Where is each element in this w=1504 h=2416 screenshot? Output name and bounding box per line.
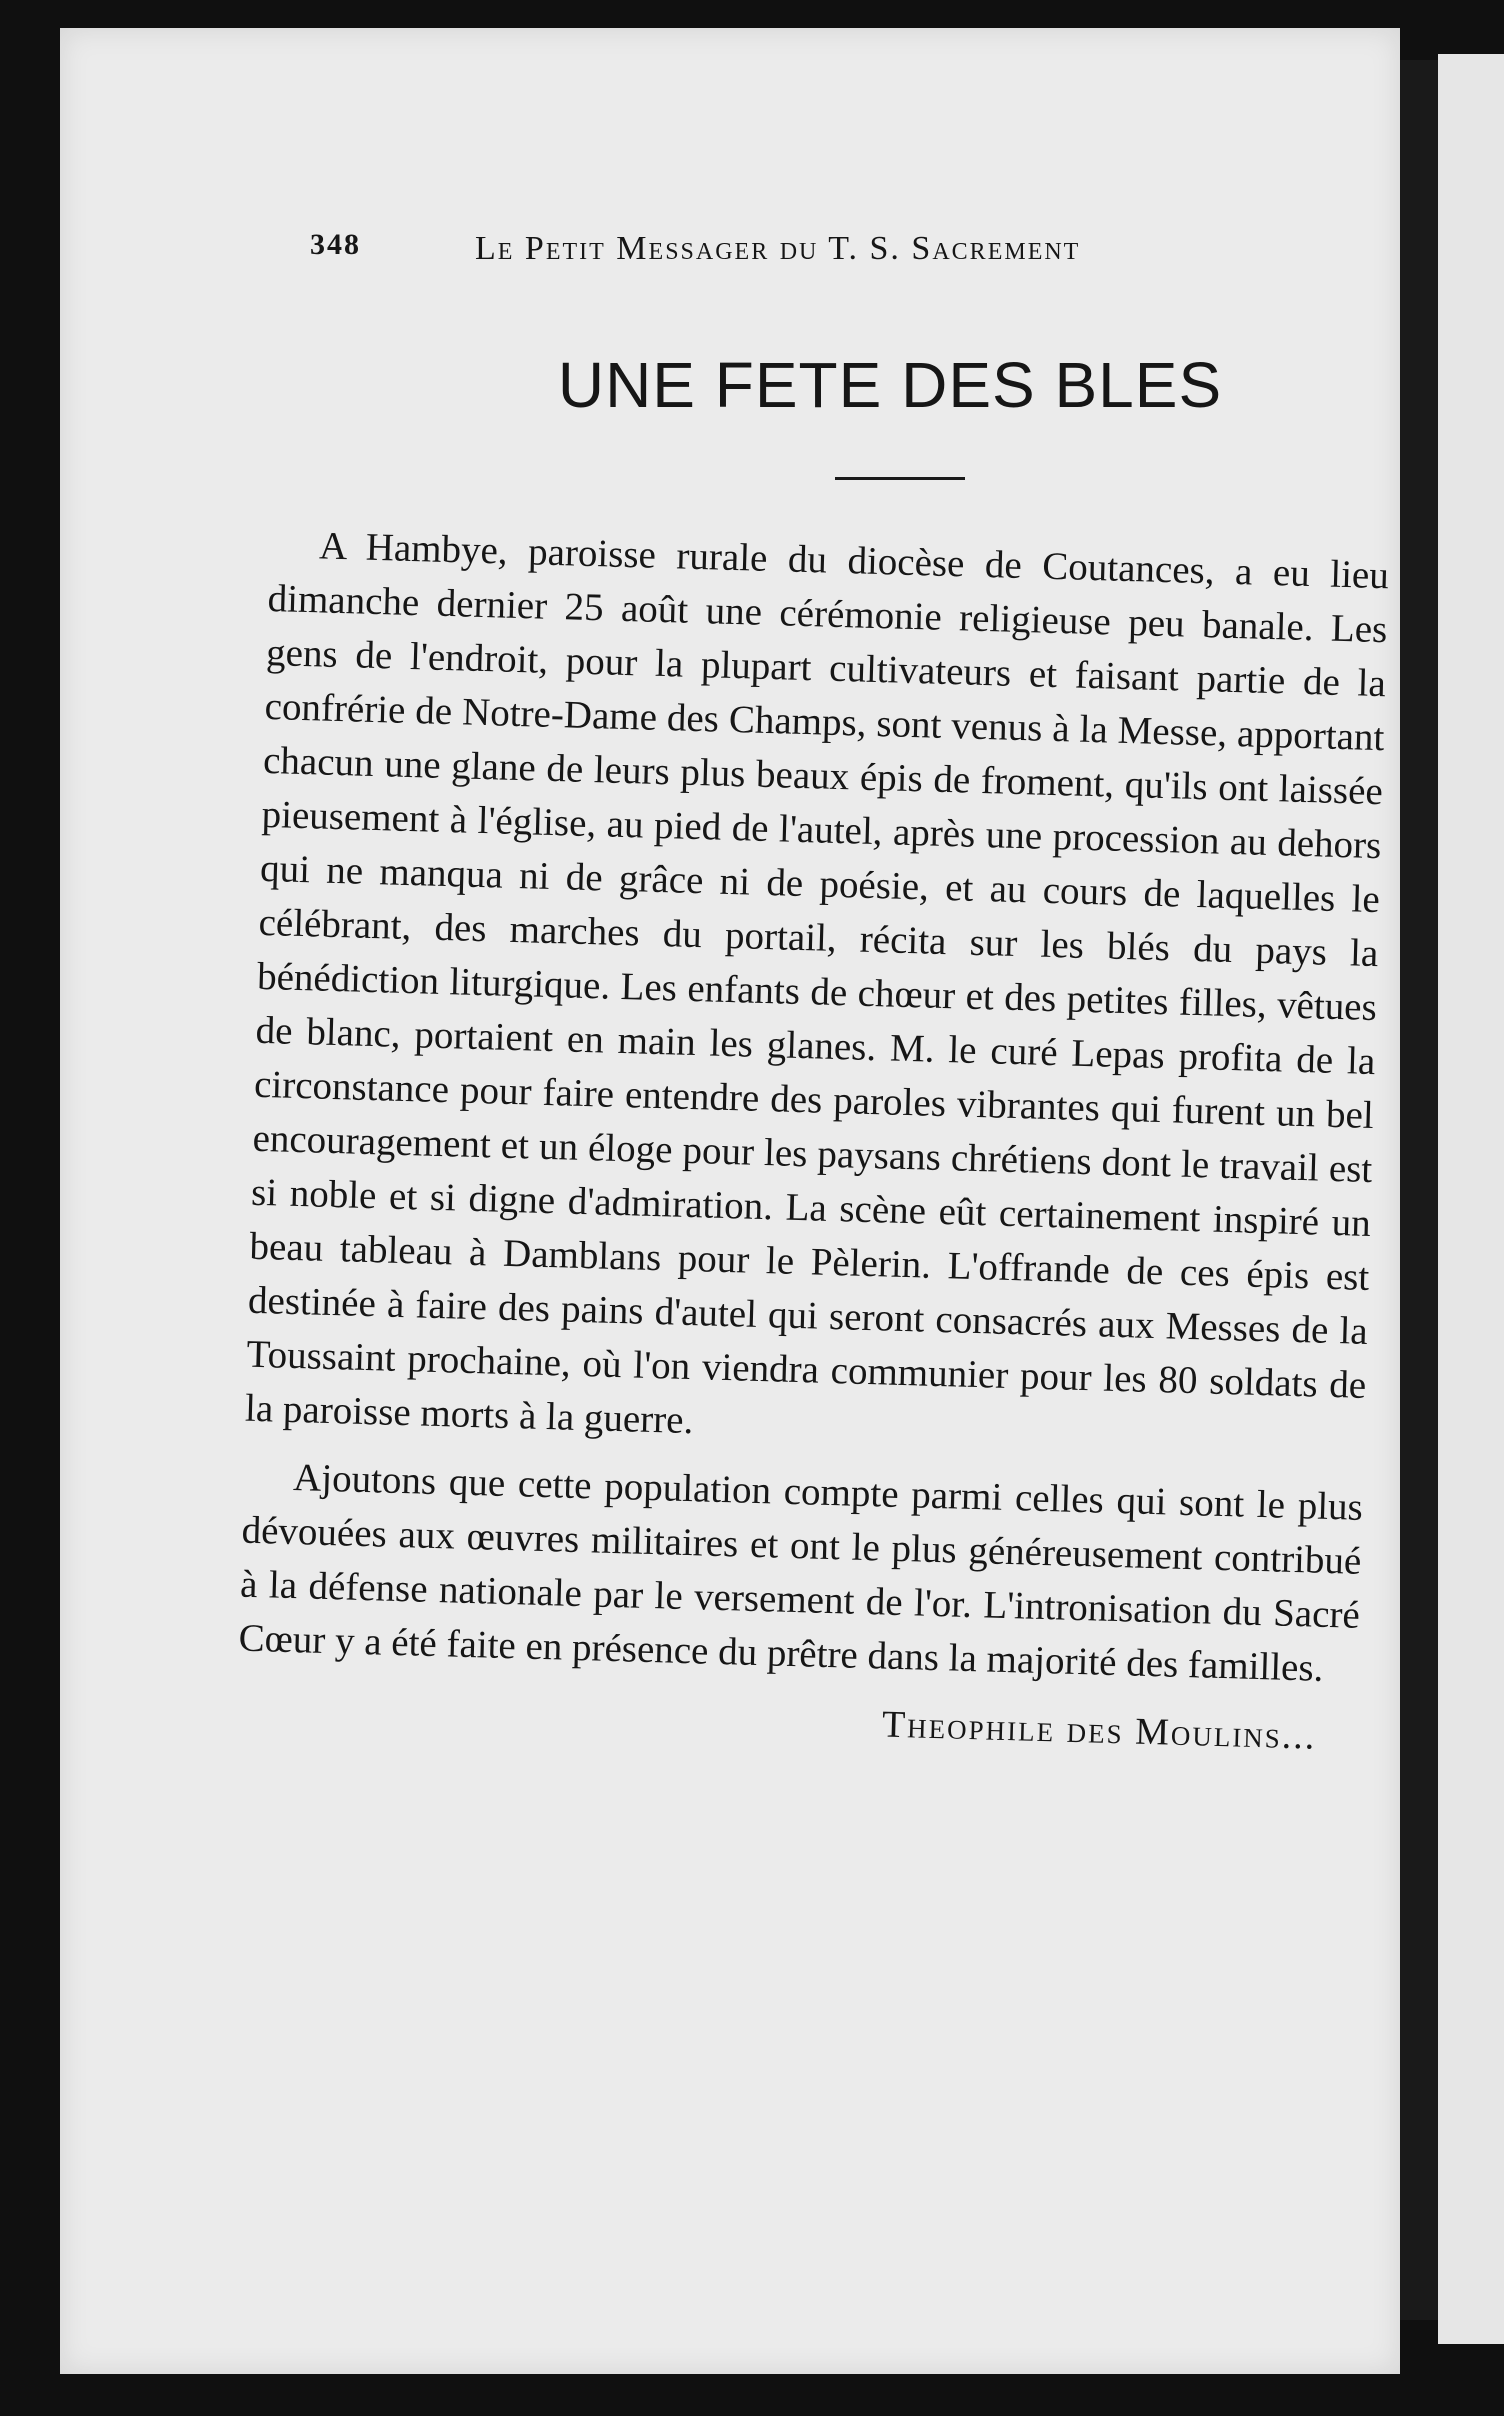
binding-shadow xyxy=(1400,60,1440,2320)
running-title: Le Petit Messager du T. S. Sacrement xyxy=(475,230,1081,267)
article-title: UNE FETE DES BLES xyxy=(557,349,1223,421)
article-body xyxy=(236,518,1390,1765)
title-divider xyxy=(835,477,965,480)
article-paragraph-2: Ajoutons que cette population compte parmi celles qui sont le plus dévouées aux œuvres militaires et ont le plus généreusement contribué à la défense nationale par le versement de l'or. L'intronisation du Sacré Cœur y a été faite en présence du prêtre dans la majorité des familles. xyxy=(238,1456,1364,1690)
page-number: 348 xyxy=(310,228,361,261)
adjacent-page-edge xyxy=(1438,54,1504,2344)
page-header xyxy=(270,208,1400,278)
page-content xyxy=(238,208,1400,1758)
article-paragraph-1: A Hambye, paroisse rurale du diocèse de Coutances, a eu lieu dimanche dernier 25 août une cérémonie religieuse peu banale. Les gens de l'endroit, pour la plupart cultivateurs et faisant partie de la confrérie de Notre-Dame des Champs, sont venus à la Messe, apportant chacun une glane de leurs plus beaux épis de froment, qu'ils ont laissée pieusement à l'église, au pied de l'autel, après une procession au dehors qui ne manqua ni de grâce ni de poésie, et au cours de laquelles le célébrant, des marches du portail, récita sur les blés du pays la bénédiction liturgique. Les enfants de chœur et des petites filles, vêtues de blanc, portaient en main les glanes. M. le curé Lepas profita de la circonstance pour faire entendre des paroles vibrantes qui furent un bel encouragement et un éloge pour les paysans chrétiens dont le travail est si noble et si digne d'admiration. La scène eût certainement inspiré un beau tableau à Damblans pour le Pèlerin. L'offrande de ces épis est destinée à faire des pains d'autel qui seront consacrés aux Messes de la Toussaint prochaine, où l'on viendra communier pour les 80 soldats de la paroisse morts à la guerre. xyxy=(244,524,1390,1443)
author-signature: Theophile des Moulins... xyxy=(881,1703,1317,1758)
book-page xyxy=(60,28,1400,2374)
